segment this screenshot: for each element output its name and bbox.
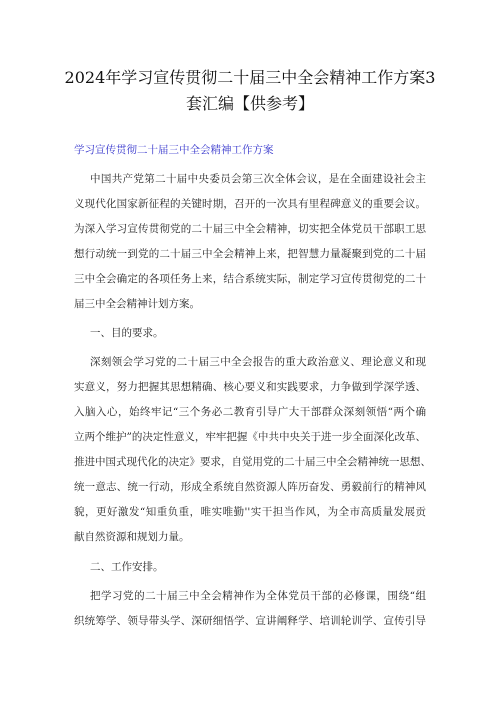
paragraph-line: 想行动统一到党的二十届三中全会精神上来，把智慧力量凝聚到党的二十届: [74, 248, 426, 260]
paragraph-line: 入脑入心，始终牢记“三个务必二教育引导广大干部群众深刻领悟“两个确: [74, 406, 426, 418]
paragraph-line: 织统筹学、领导带头学、深研细悟学、宣讲阐释学、培训轮训学、宣传引导: [74, 615, 426, 627]
document-title-line-2: 套汇编【供参考】: [185, 94, 314, 113]
paragraph-line: 把学习党的二十届三中全会精神作为全体党员干部的必修课，围绕“组: [90, 590, 426, 602]
paragraph-line: 届三中全会精神计划方案。: [74, 298, 200, 310]
paragraph-line: 中国共产党第二十届中央委员会第三次全体会议，是在全面建设社会主: [90, 173, 426, 185]
paragraph-line: 献自然资源和规划力量。: [74, 531, 190, 543]
section-heading-goals: 一、目的要求。: [90, 327, 164, 339]
section-subheading: 学习宣传贯彻二十届三中全会精神工作方案: [74, 144, 274, 156]
paragraph-line: 立两个维护”的决定性意义，牢牢把握《中共中央关于进一步全面深化改革、: [74, 431, 426, 443]
section-heading-work-plan: 二、工作安排。: [90, 561, 164, 573]
document-title-line-1: 2024年学习宣传贯彻二十届三中全会精神工作方案3: [64, 68, 436, 87]
paragraph-line: 貌，更好激发“知重负重，唯实唯勤''实干担当作风，为全市高质量发展贡: [74, 506, 426, 518]
paragraph-line: 统一意志、统一行动，形成全系统自然资源人阵历奋发、勇毅前行的精神风: [74, 481, 426, 493]
paragraph-line: 深刻领会学习党的二十届三中全会报告的重大政治意义、理论意义和现: [90, 356, 426, 368]
paragraph-line: 义现代化国家新征程的关键时期，召开的一次具有里程碑意义的重要会议。: [74, 198, 426, 210]
paragraph-line: 实意义，努力把握其思想精确、核心要义和实践要求，力争做到学深学透、: [74, 381, 426, 393]
paragraph-line: 三中全会确定的各项任务上来，结合系统实际，制定学习宣传贯彻党的二十: [74, 273, 426, 285]
paragraph-line: 为深入学习宣传贯彻党的二十届三中全会精神，切实把全体党员干部职工思: [74, 223, 426, 235]
paragraph-line: 推进中国式现代化的决定》要求，自觉用党的二十届三中全会精神统一思想、: [74, 456, 431, 468]
